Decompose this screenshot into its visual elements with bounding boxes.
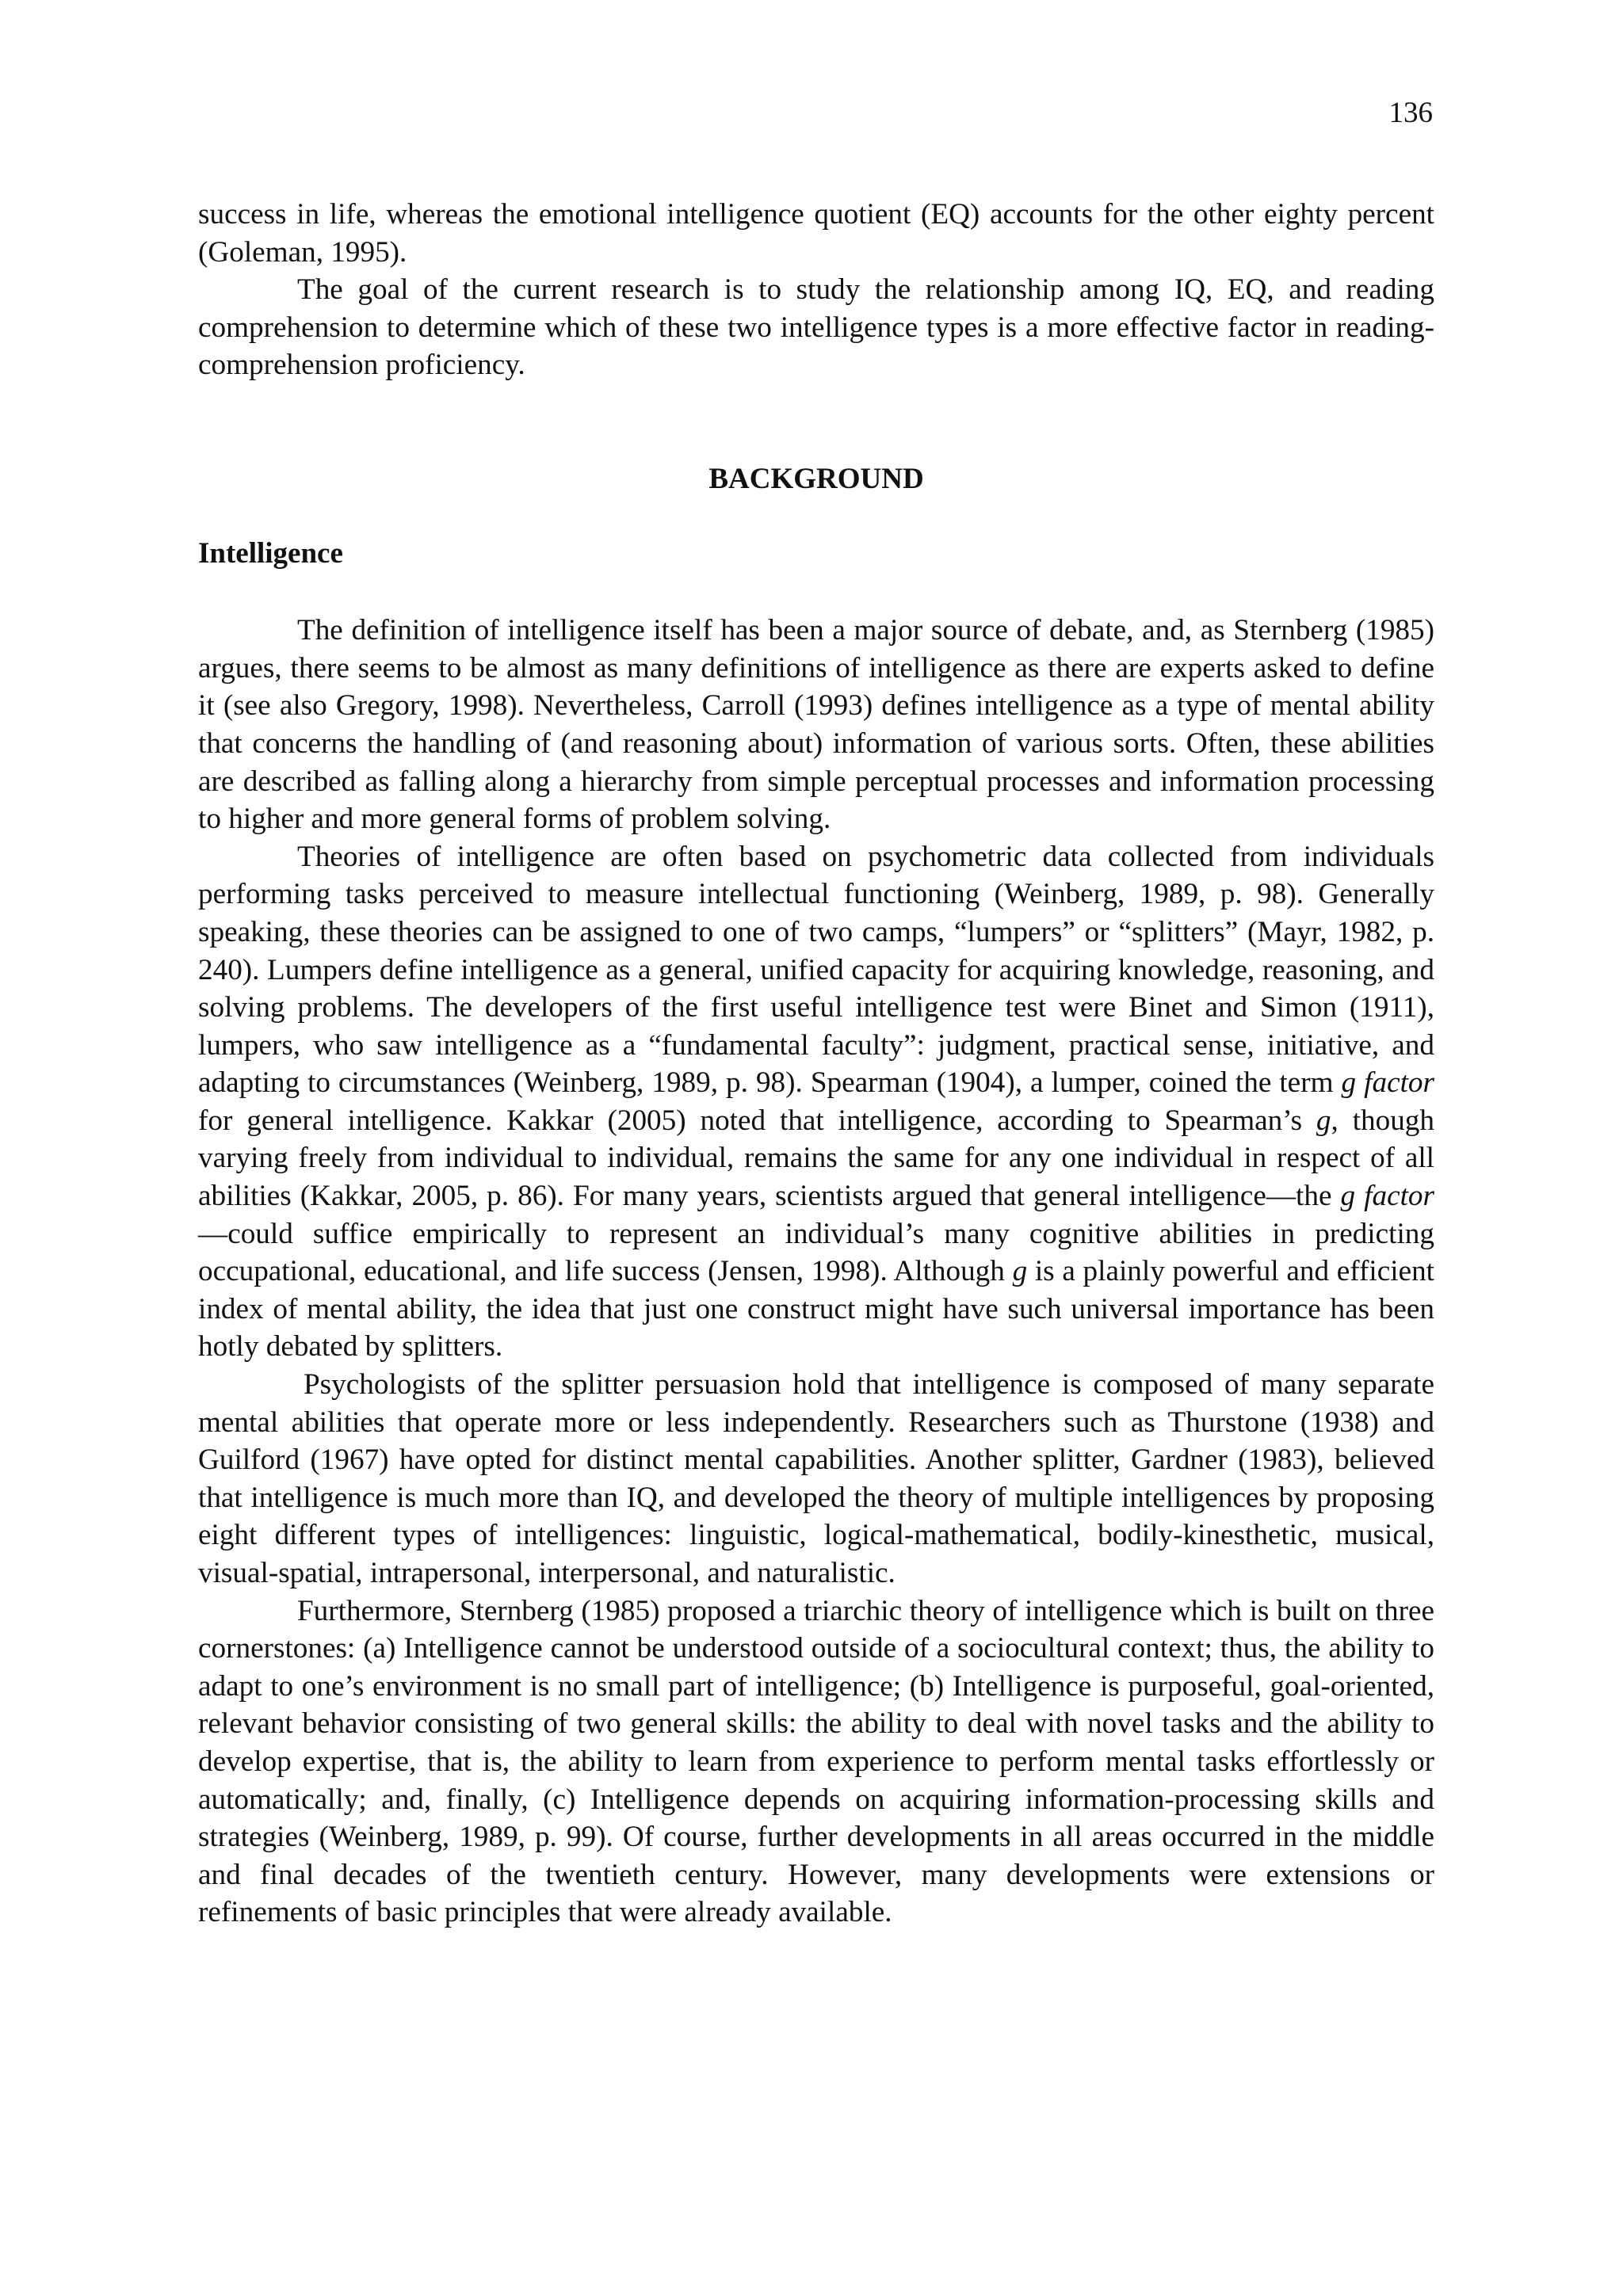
paragraph-text: is a plainly powerful and efficient index of mental ability, the idea that just one construct might have such universal importance has been hotly debated by splitters. xyxy=(198,1255,1435,1363)
intro-paragraph-2: The goal of the current research is to study the relationship among IQ, EQ, and reading comprehension to determine which of these two intelligence types is a more effective factor in reading-comprehension proficiency. xyxy=(198,273,1434,382)
page-content xyxy=(198,196,1434,1932)
italic-term: g factor xyxy=(1341,1066,1434,1100)
body-paragraph-2 xyxy=(198,838,1434,1366)
italic-term: g xyxy=(1012,1255,1028,1288)
section-title: BACKGROUND xyxy=(708,462,924,495)
paragraph-text: , though varying freely from individual to individual, remains the same for any one individual in respect of all abilities (Kakkar, 2005, p. 86). For many years, scientists argued that general intelligence—the xyxy=(198,1104,1434,1213)
paragraph-text: —could suffice empirically to represent an individual’s many cognitive abilities in predicting occupational, educational, and life success (Jensen, 1998). Although xyxy=(198,1217,1434,1288)
subsection-title: Intelligence xyxy=(198,536,343,570)
paragraph-text: for general intelligence. Kakkar (2005) noted that intelligence, according to Spearman’s xyxy=(198,1104,1316,1137)
body-paragraph-1: The definition of intelligence itself has been a major source of debate, and, as Sternberg (1985) argues, there seems to be almost as many definitions of intelligence as there are experts asked to define it (see also Gregory, 1998). Nevertheless, Carroll (1993) defines intelligence as a type of mental ability that concerns the handling of (and reasoning about) information of various sorts. Often, these abilities are described as falling along a hierarchy from simple perceptual processes and information processing to higher and more general forms of problem solving. xyxy=(198,614,1434,836)
italic-term: g factor xyxy=(1340,1180,1434,1213)
page-number: 136 xyxy=(1388,97,1433,129)
body-paragraph-4: Furthermore, Sternberg (1985) proposed a triarchic theory of intelligence which is built on three cornerstones: (a) Intelligence cannot be understood outside of a sociocultural context; thus, the ability to adapt to one’s environment is no small part of intelligence; (b) Intelligence is purposeful, goal-oriented, relevant behavior consisting of two general skills: the ability to deal with novel tasks and the ability to develop expertise, that is, the ability to learn from experience to perform mental tasks effortlessly or automatically; and, finally, (c) Intelligence depends on acquiring information-processing skills and strategies (Weinberg, 1989, p. 99). Of course, further developments in all areas occurred in the middle and final decades of the twentieth century. However, many developments were extensions or refinements of basic principles that were already available. xyxy=(198,1594,1434,1929)
paragraph-text: Theories of intelligence are often based on psychometric data collected from individuals performing tasks perceived to measure intellectual functioning (Weinberg, 1989, p. 98). Generally speaking, these theories can be assigned to one of two camps, “lumpers” or “splitters” (Mayr, 1982, p. 240). Lumpers define intelligence as a general, unified capacity for acquiring knowledge, reasoning, and solving problems. The developers of the first useful intelligence test were Binet and Simon (1911), lumpers, who saw intelligence as a “fundamental faculty”: judgment, practical sense, initiative, and adapting to circumstances (Weinberg, 1989, p. 98). Spearman (1904), a lumper, coined the term xyxy=(198,840,1434,1100)
body-paragraph-3: Psychologists of the splitter persuasion hold that intelligence is composed of many separate mental abilities that operate more or less independently. Researchers such as Thurstone (1938) and Guilford (1967) have opted for distinct mental capabilities. Another splitter, Gardner (1983), believed that intelligence is much more than IQ, and developed the theory of multiple intelligences by proposing eight different types of intelligences: linguistic, logical-mathematical, bodily-kinesthetic, musical, visual-spatial, intrapersonal, interpersonal, and naturalistic. xyxy=(198,1368,1434,1589)
intro-paragraph-1: success in life, whereas the emotional intelligence quotient (EQ) accounts for the other eighty percent (Goleman, 1995). xyxy=(198,198,1434,269)
italic-term: g xyxy=(1316,1104,1331,1137)
